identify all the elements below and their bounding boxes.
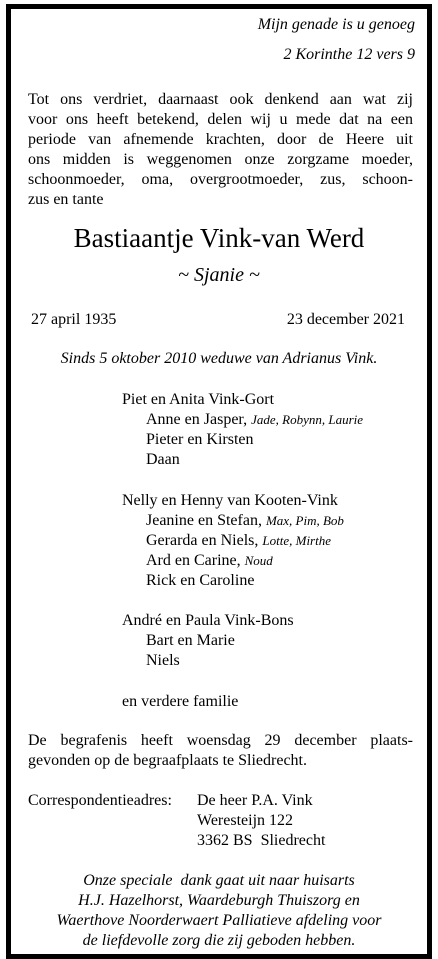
intro-line-6: zus en tante [28,191,104,208]
family-member: Ard en Carine, Noud [146,552,273,569]
thanks-line-2: H.J. Hazelhorst, Waardeburgh Thuiszorg en [78,892,360,909]
grandchildren: Noud [244,553,273,568]
grandchildren: Max, Pim, Bob [265,513,344,528]
family-member: Anne en Jasper, Jade, Robynn, Laurie [146,411,364,428]
death-date: 23 december 2021 [286,311,405,328]
family-member: Bart en Marie [146,632,235,649]
thanks-line-1: Onze speciale dank gaat uit naar huisarts [83,872,355,889]
family-member: Jeanine en Stefan, Max, Pim, Bob [146,512,344,529]
family-head-3: André en Paula Vink-Bons [122,612,294,629]
family-member: Gerarda en Niels, Lotte, Mirthe [146,532,331,549]
intro-line-1: Tot ons verdriet, daarnaast ook denkend aan wat zij [28,91,413,108]
correspondence-label: Correspondentieadres: [28,792,172,809]
widow-note: Sinds 5 oktober 2010 weduwe van Adrianus Vink. [60,350,378,367]
grandchildren: Lotte, Mirthe [262,533,331,548]
intro-line-2: voor ons heeft betekend, delen wij u mede dat na een [28,111,413,128]
death-notice [6,4,432,959]
birth-date: 27 april 1935 [31,311,117,328]
deceased-nickname: ~ Sjanie ~ [178,264,260,286]
correspondence-line: Weresteijn 122 [197,812,294,829]
family-member: Daan [146,451,180,468]
intro-line-5: schoonmoeder, oma, overgrootmoeder, zus, schoon- [28,171,413,188]
family-member: Rick en Caroline [146,572,255,589]
grandchildren: Jade, Robynn, Laurie [251,412,364,427]
funeral-line-2: gevonden op de begraafplaats te Sliedrecht. [28,752,307,769]
verse-reference: 2 Korinthe 12 vers 9 [283,46,415,63]
thanks-line-3: Waerthove Noorderwaert Palliatieve afdeling voor [56,912,382,929]
family-head-1: Piet en Anita Vink-Gort [122,391,275,408]
intro-line-3: periode van afnemende krachten, door de Heere uit [28,131,413,148]
deceased-name: Bastiaantje Vink-van Werd [73,223,365,253]
funeral-line-1: De begrafenis heeft woensdag 29 december plaats- [28,732,413,749]
further-family: en verdere familie [122,693,239,710]
family-head-2: Nelly en Henny van Kooten-Vink [122,492,338,509]
family-member: Pieter en Kirsten [146,431,254,448]
thanks-line-4: de liefdevolle zorg die zij geboden hebben. [82,932,356,949]
family-member: Niels [146,652,180,669]
intro-line-4: ons midden is weggenomen onze zorgzame moeder, [28,151,413,168]
verse-quote: Mijn genade is u genoeg [257,16,415,33]
correspondence-line: 3362 BS Sliedrecht [197,832,326,849]
correspondence-line: De heer P.A. Vink [197,792,313,809]
